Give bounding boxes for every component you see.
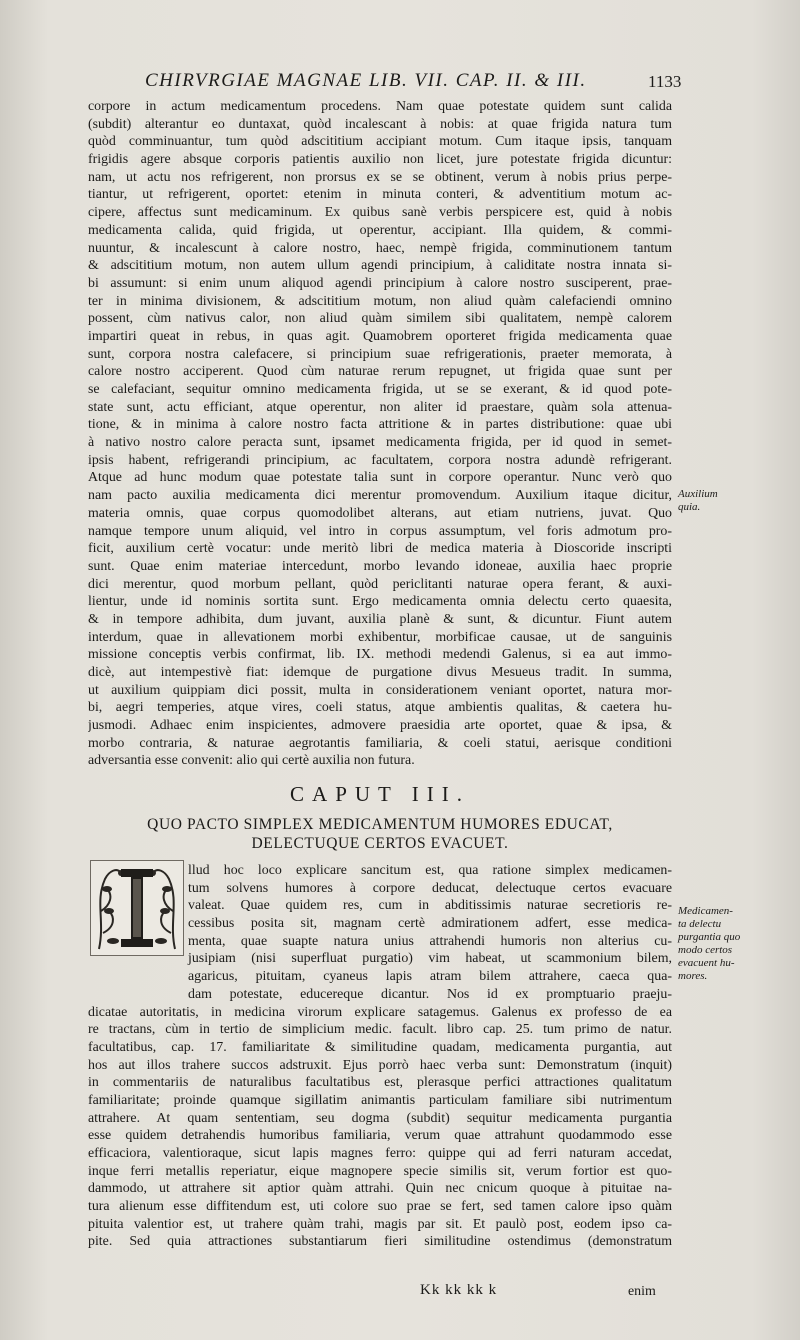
text-line: familiaritate; proinde quamque sigillatim animantis particulam familiare sibi nutrimentum <box>88 1092 672 1108</box>
text-line: impartiri queat in rebus, in quas agit. Quamobrem oporteret frigida medicamenta quae <box>88 328 672 344</box>
text-line: dicatae autoritatis, in medicina virorum explicare satagemus. Galenus ex professo de ea <box>88 1004 672 1020</box>
text-line: nam, ut actu nos refrigerent, non prorsus ex se se obtinent, verum à nobis prius perpe- <box>88 169 672 185</box>
text-line: se calefaciant, sequitur omnino medicamenta frigida, ut se se exerant, & id quod pote- <box>88 382 672 397</box>
text-line: calore nostro acciperent. Quod cùm naturae rerum repugnet, ut frigida quae sunt per <box>88 364 672 380</box>
margin-note-line: Medicamen- <box>678 905 733 917</box>
text-line: tura alienum esse diffitendum est, uti colore suo prae se fert, sed tamen calore ipso quàm <box>88 1199 672 1215</box>
margin-note-line: quia. <box>678 501 701 513</box>
margin-note-line: evacuent hu- <box>678 957 735 969</box>
chapter-title-line: QUO PACTO SIMPLEX MEDICAMENTUM HUMORES EDUCAT, <box>147 816 613 833</box>
page-number: 1133 <box>648 72 682 91</box>
text-line: nuuntur, & incalescunt à calore nostro, haec, nempè frigida, comminutionem tantum <box>88 240 672 256</box>
text-line: ut auxilium quippiam dici possit, multa in considerationem veniant oportet, natura mor- <box>88 682 672 698</box>
margin-note-line: mores. <box>678 970 708 982</box>
text-line: & adscititium motum, non autem ullum agendi principium, à caliditate nostra innata si- <box>88 258 672 274</box>
section-1-body <box>88 98 672 770</box>
margin-note-auxilium <box>678 488 796 514</box>
text-line: morbo contraria, & naturae aegrotantis familiaria, & coeli statui, aerisque conditioni <box>88 735 672 751</box>
catchword: enim <box>628 1284 656 1299</box>
margin-note-line: ta delectu <box>678 918 722 930</box>
text-line: pite. Sed quia attractiones substantiarum fieri similitudine ostendimus (demonstratum <box>88 1234 672 1250</box>
text-line-indented: menta, quae suapte natura unius attrahendi humoris non alterius cu- <box>188 933 672 949</box>
text-line: state sunt, actu efficiant, atque operentur, non aliter id praestare, quàm sola attenua- <box>88 399 672 415</box>
text-line: possent, cùm nativus calor, non aliud quàm similem sibi qualitatem, nempè calorem <box>88 311 672 327</box>
margin-note-line: Auxilium <box>678 488 718 500</box>
text-line: inque ferri metallis reperiatur, eique magnopere specie similis sit, verum fortior est quo- <box>88 1163 672 1179</box>
margin-note-medicamenta <box>678 905 796 983</box>
margin-note-line: purgantia quo <box>678 931 741 943</box>
text-line: tione, & in minima à calore nostro facta attritione & in partes distributione: quae ubi <box>88 417 672 433</box>
text-line: tiantur, ut refrigerent, oportet: etenim in minuta conteri, & adventitium motum ac- <box>88 187 672 203</box>
text-line: dammodo, ut attrahere sit aptior quàm attrahi. Quin nec cnicum quoque à pituitae na- <box>88 1181 672 1197</box>
text-line: dicè, aut intempestivè fiat: idemque de purgatione divus Mesueus tradit. In summa, <box>88 665 672 680</box>
text-line: missione conceptis verbis confirmat, lib. IX. methodi medendi Galenus, si ea aut immo- <box>88 647 672 663</box>
text-line: dici merentur, quod morbum pellant, quòd periclitanti naturae opera ferant, & auxi- <box>88 576 672 592</box>
text-line-indented: tum solvens humores à corpore deducat, delectuque certos evacuare <box>188 880 672 896</box>
text-line: quòd comminuantur, tum quòd adscititium accipiant motum. Cum itaque ipsis, tanquam <box>88 134 672 150</box>
text-line: interdum, quae in allevationem morbi exhibentur, morbificae causae, ut de sanguinis <box>88 629 672 645</box>
text-line: cipere, affectus sunt medicaminum. Ex quibus sanè verbis perspicere est, quid à nobis <box>88 205 672 221</box>
text-line: ficit, auxilium certè vocatur: unde meritò libri de medica materia à Dioscoride inscripti <box>88 541 672 557</box>
text-line-indented: cessibus posita sit, magnam certè admirationem adfert, esse medica- <box>188 916 672 932</box>
text-line: bi assumunt: si enim unum aliquod agendi principium à calore nostro susciperent, prae- <box>88 275 672 291</box>
text-line: Atque ad hunc modum quae potestate talia sunt in corpore operantur. Nunc verò quo <box>88 470 672 486</box>
text-line: & in tempore adhibita, dum juvant, auxilia planè & sunt, & dicuntur. Fiunt autem <box>88 611 672 627</box>
margin-note-line: modo certos <box>678 944 733 956</box>
text-line: efficaciora, valentioraque, sicut lapis magnes ferro: quippe qui ad ferri naturam accedat, <box>88 1146 672 1161</box>
text-line: (subdit) alterantur eo duntaxat, quòd incalescant à nobis: at quae frigida natura tum <box>88 116 672 132</box>
text-line: esse quidem detrahendis humoribus familiaria, verum quae attrahunt quodammodo esse <box>88 1128 672 1144</box>
text-line: re tractans, cùm in tertio de simplicium medic. facult. libro cap. 25. tum primo de natur. <box>88 1022 672 1038</box>
text-line: frigidis agere absque corporis patientis auxilio non licet, jure potestate frigida dicuntur: <box>88 152 672 168</box>
chapter-heading: CAPUT III. <box>290 782 470 806</box>
text-line: lientur, unde id nominis sortita sunt. Ergo medicamenta omnia delectu certo quaesita, <box>88 594 672 610</box>
text-line: jusmodi. Adhaec enim inspicientes, admovere praesidia arte oportet, quae & ipsa, & <box>88 718 672 734</box>
text-line-indented: valeat. Quae quidem res, cum in abditissimis naturae secretioris re- <box>188 898 672 914</box>
text-line: bi, aegri temperies, atque vires, coeli status, atque ambientis qualitas, & caetera hu- <box>88 700 672 716</box>
text-line-indented: agaricus, pituitam, cyaneus lapis atram bilem attrahere, caeca qua- <box>188 969 672 985</box>
chapter-title-line: DELECTUQUE CERTOS EVACUET. <box>251 835 509 852</box>
section-2-body <box>88 862 672 1251</box>
text-line: nam pacto auxilia medicamenta dici merentur promovendum. Auxilium itaque dicitur, <box>88 488 672 504</box>
text-line: materia omnis, quae corpus quomodolibet alterans, aut etiam nutriens, juvat. Quo <box>88 505 672 521</box>
text-line-indented: dam potestate, educereque dicantur. Nos id ex promptuario praeju- <box>188 986 672 1002</box>
text-line: adversantia esse convenit: alio qui certè auxilia non futura. <box>88 753 415 769</box>
text-line: ipsis habent, refrigerandi principium, ac facultatem, corpora nostra adundè refrigerant. <box>88 452 672 468</box>
text-line: namque tempore unum aliquid, vel intro in corpus assumptum, vel foris admotum pro- <box>88 523 672 539</box>
text-line: in commentariis de naturalibus facultatibus est, plerasque perfici attractiones qualitatum <box>88 1075 672 1091</box>
text-line: ter in minima divisionem, & adscititium motum, non aliud quàm calefaciendi omnino <box>88 293 672 309</box>
text-line: sunt. Quae enim materiae intercedunt, morbo levando idoneae, auxilia haec proprie <box>88 558 672 574</box>
text-line-indented: llud hoc loco explicare sancitum est, qua ratione simplex medicamen- <box>188 863 672 878</box>
text-line: hos aut illos trahere succos adstruxit. Ejus porrò haec verba sunt: Demonstratum (inquit) <box>88 1057 672 1073</box>
text-line: pituita valentior est, ut trahere quàm trahi, magis par sit. Et paulò post, eodem ipso ca- <box>88 1216 672 1232</box>
text-line: medicamenta calida, quid frigida, ut operentur, accipiant. Illa quidem, & commi- <box>88 222 672 238</box>
signature-mark: Kk kk kk k <box>420 1282 498 1298</box>
text-line: sunt, corpora nostra calefacere, si principium suae refrigerationis, praeter memorata, à <box>88 346 672 362</box>
running-head: CHIRVRGIAE MAGNAE LIB. VII. CAP. II. & III. <box>145 70 587 91</box>
text-line: corpore in actum medicamentum procedens. Nam quae potestate quidem sunt calida <box>88 99 672 114</box>
text-line: à nativo nostro calore peracta sunt, ipsamet medicamenta frigida, per id quod in semet- <box>88 435 672 451</box>
text-line: attrahere. At quam sententiam, seu dogma (subdit) sequitur medicamenta purgantia <box>88 1110 672 1126</box>
text-line: facultatibus, cap. 17. familiaritate & similitudine quadam, medicamenta purgantia, aut <box>88 1039 672 1055</box>
text-line-indented: jusipiam (nisi superfluat purgatio) vim habeat, ut scammonium bilem, <box>188 951 672 967</box>
chapter-title <box>88 815 672 853</box>
